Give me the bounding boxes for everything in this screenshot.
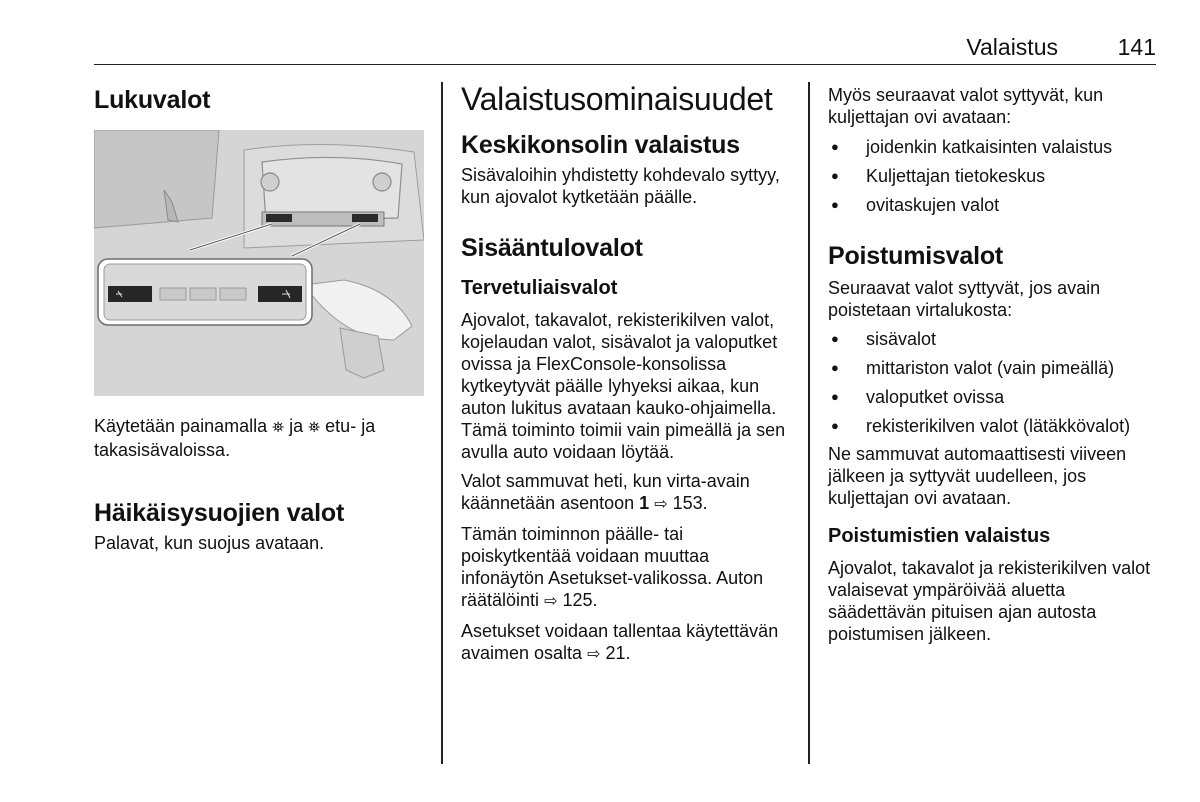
- heading-lighting-features: Valaistusominaisuudet: [461, 81, 773, 117]
- cross-reference-page: 125.: [557, 590, 598, 610]
- ignition-off-text: [461, 470, 791, 516]
- key-settings-text: [461, 620, 791, 666]
- overhead-console-drawing: [94, 130, 424, 396]
- column-divider-right: [808, 82, 810, 764]
- reading-lights-illustration: [94, 130, 424, 396]
- page-header-title: Valaistus: [966, 34, 1058, 60]
- center-console-lighting-text: Sisävaloihin yhdistetty kohdevalo syttyy, kun ajovalot kytketään päälle.: [461, 165, 780, 207]
- key-settings-text-body: Asetukset voidaan tallentaa käytettävän avaimen osalta: [461, 621, 779, 663]
- list-item: ● sisävalot: [828, 328, 1158, 350]
- settings-menu-text: [461, 523, 791, 613]
- heading-exit-lights: Poistumisvalot: [828, 242, 1004, 270]
- exit-lights-list: [828, 328, 1158, 437]
- list-item: ● ovitaskujen valot: [828, 194, 1158, 216]
- auto-off-text: Ne sammuvat automaattisesti viiveen jälkeen ja syttyvät uudelleen, jos kuljettajan ovi avataan.: [828, 444, 1127, 508]
- cross-reference-arrow-icon: ⇨: [587, 646, 601, 663]
- heading-center-console-lighting: Keskikonsolin valaistus: [461, 131, 740, 159]
- cross-reference-page: 153.: [667, 493, 708, 513]
- page-header: [94, 32, 1156, 65]
- heading-welcome-lights: Tervetuliaisvalot: [461, 277, 618, 299]
- sun-visor-lights-text: Palavat, kun suojus avataan.: [94, 533, 325, 553]
- heading-entry-lighting: Sisääntulovalot: [461, 234, 643, 262]
- cross-reference-arrow-icon: ⇨: [654, 496, 668, 513]
- reading-lights-text-part2: ja: [284, 416, 309, 436]
- ignition-off-text-body: Valot sammuvat heti, kun virta-avain käännetään asentoon: [461, 471, 750, 513]
- list-item: ● Kuljettajan tietokeskus: [828, 165, 1158, 187]
- column-3: [828, 78, 1158, 645]
- heading-reading-lights: Lukuvalot: [94, 86, 211, 114]
- column-2: [461, 78, 791, 666]
- door-open-intro-text: Myös seuraavat valot syttyvät, kun kuljettajan ovi avataan:: [828, 85, 1104, 127]
- exit-lights-text: Seuraavat valot syttyvät, jos avain poistetaan virtalukosta:: [828, 278, 1101, 320]
- list-item: ● rekisterikilven valot (lätäkkövalot): [828, 415, 1158, 437]
- column-1: [94, 78, 424, 554]
- cross-reference-page: 21.: [600, 643, 631, 663]
- cross-reference-arrow-icon: ⇨: [544, 593, 558, 610]
- heading-exit-path-lighting: Poistumistien valaistus: [828, 525, 1051, 547]
- front-reading-light-icon: ⛯: [272, 419, 285, 436]
- list-item: ● joidenkin katkaisinten valaistus: [828, 136, 1158, 158]
- reading-lights-text: [94, 415, 424, 461]
- door-open-lights-list: [828, 136, 1158, 216]
- settings-menu-text-body: Tämän toiminnon päälle- tai poiskytkentää voidaan muuttaa infonäytön Asetukset-valikossa. Auton räätälöinti: [461, 524, 764, 610]
- reading-lights-text-part1: Käytetään painamalla: [94, 416, 273, 436]
- welcome-lights-text: Ajovalot, takavalot, rekisterikilven valot, kojelaudan valot, sisävalot ja valoputket ovissa ja FlexConsole-konsolissa kytkeytyvät päälle lyhyeksi aikaa, kun auton lukitus avataan kauko-ohjaimella. Tämä toiminto toimii vain pimeällä ja sen avulla auto voidaan löytää.: [461, 310, 786, 462]
- ignition-position: 1: [639, 493, 650, 513]
- list-item: ● mittariston valot (vain pimeällä): [828, 357, 1158, 379]
- exit-path-lighting-text: Ajovalot, takavalot ja rekisterikilven valot valaisevat ympäröivää aluetta säädettävän pituisen ajan autosta poistumisen jälkeen.: [828, 558, 1151, 644]
- page-number: 141: [1117, 34, 1156, 60]
- column-divider-left: [441, 82, 443, 764]
- heading-sun-visor-lights: Häikäisysuojien valot: [94, 499, 345, 527]
- reading-lights-text-part3: etu- ja takasisävaloissa.: [94, 416, 376, 460]
- list-item: ● valoputket ovissa: [828, 386, 1158, 408]
- rear-reading-light-icon: ⛯: [308, 419, 321, 436]
